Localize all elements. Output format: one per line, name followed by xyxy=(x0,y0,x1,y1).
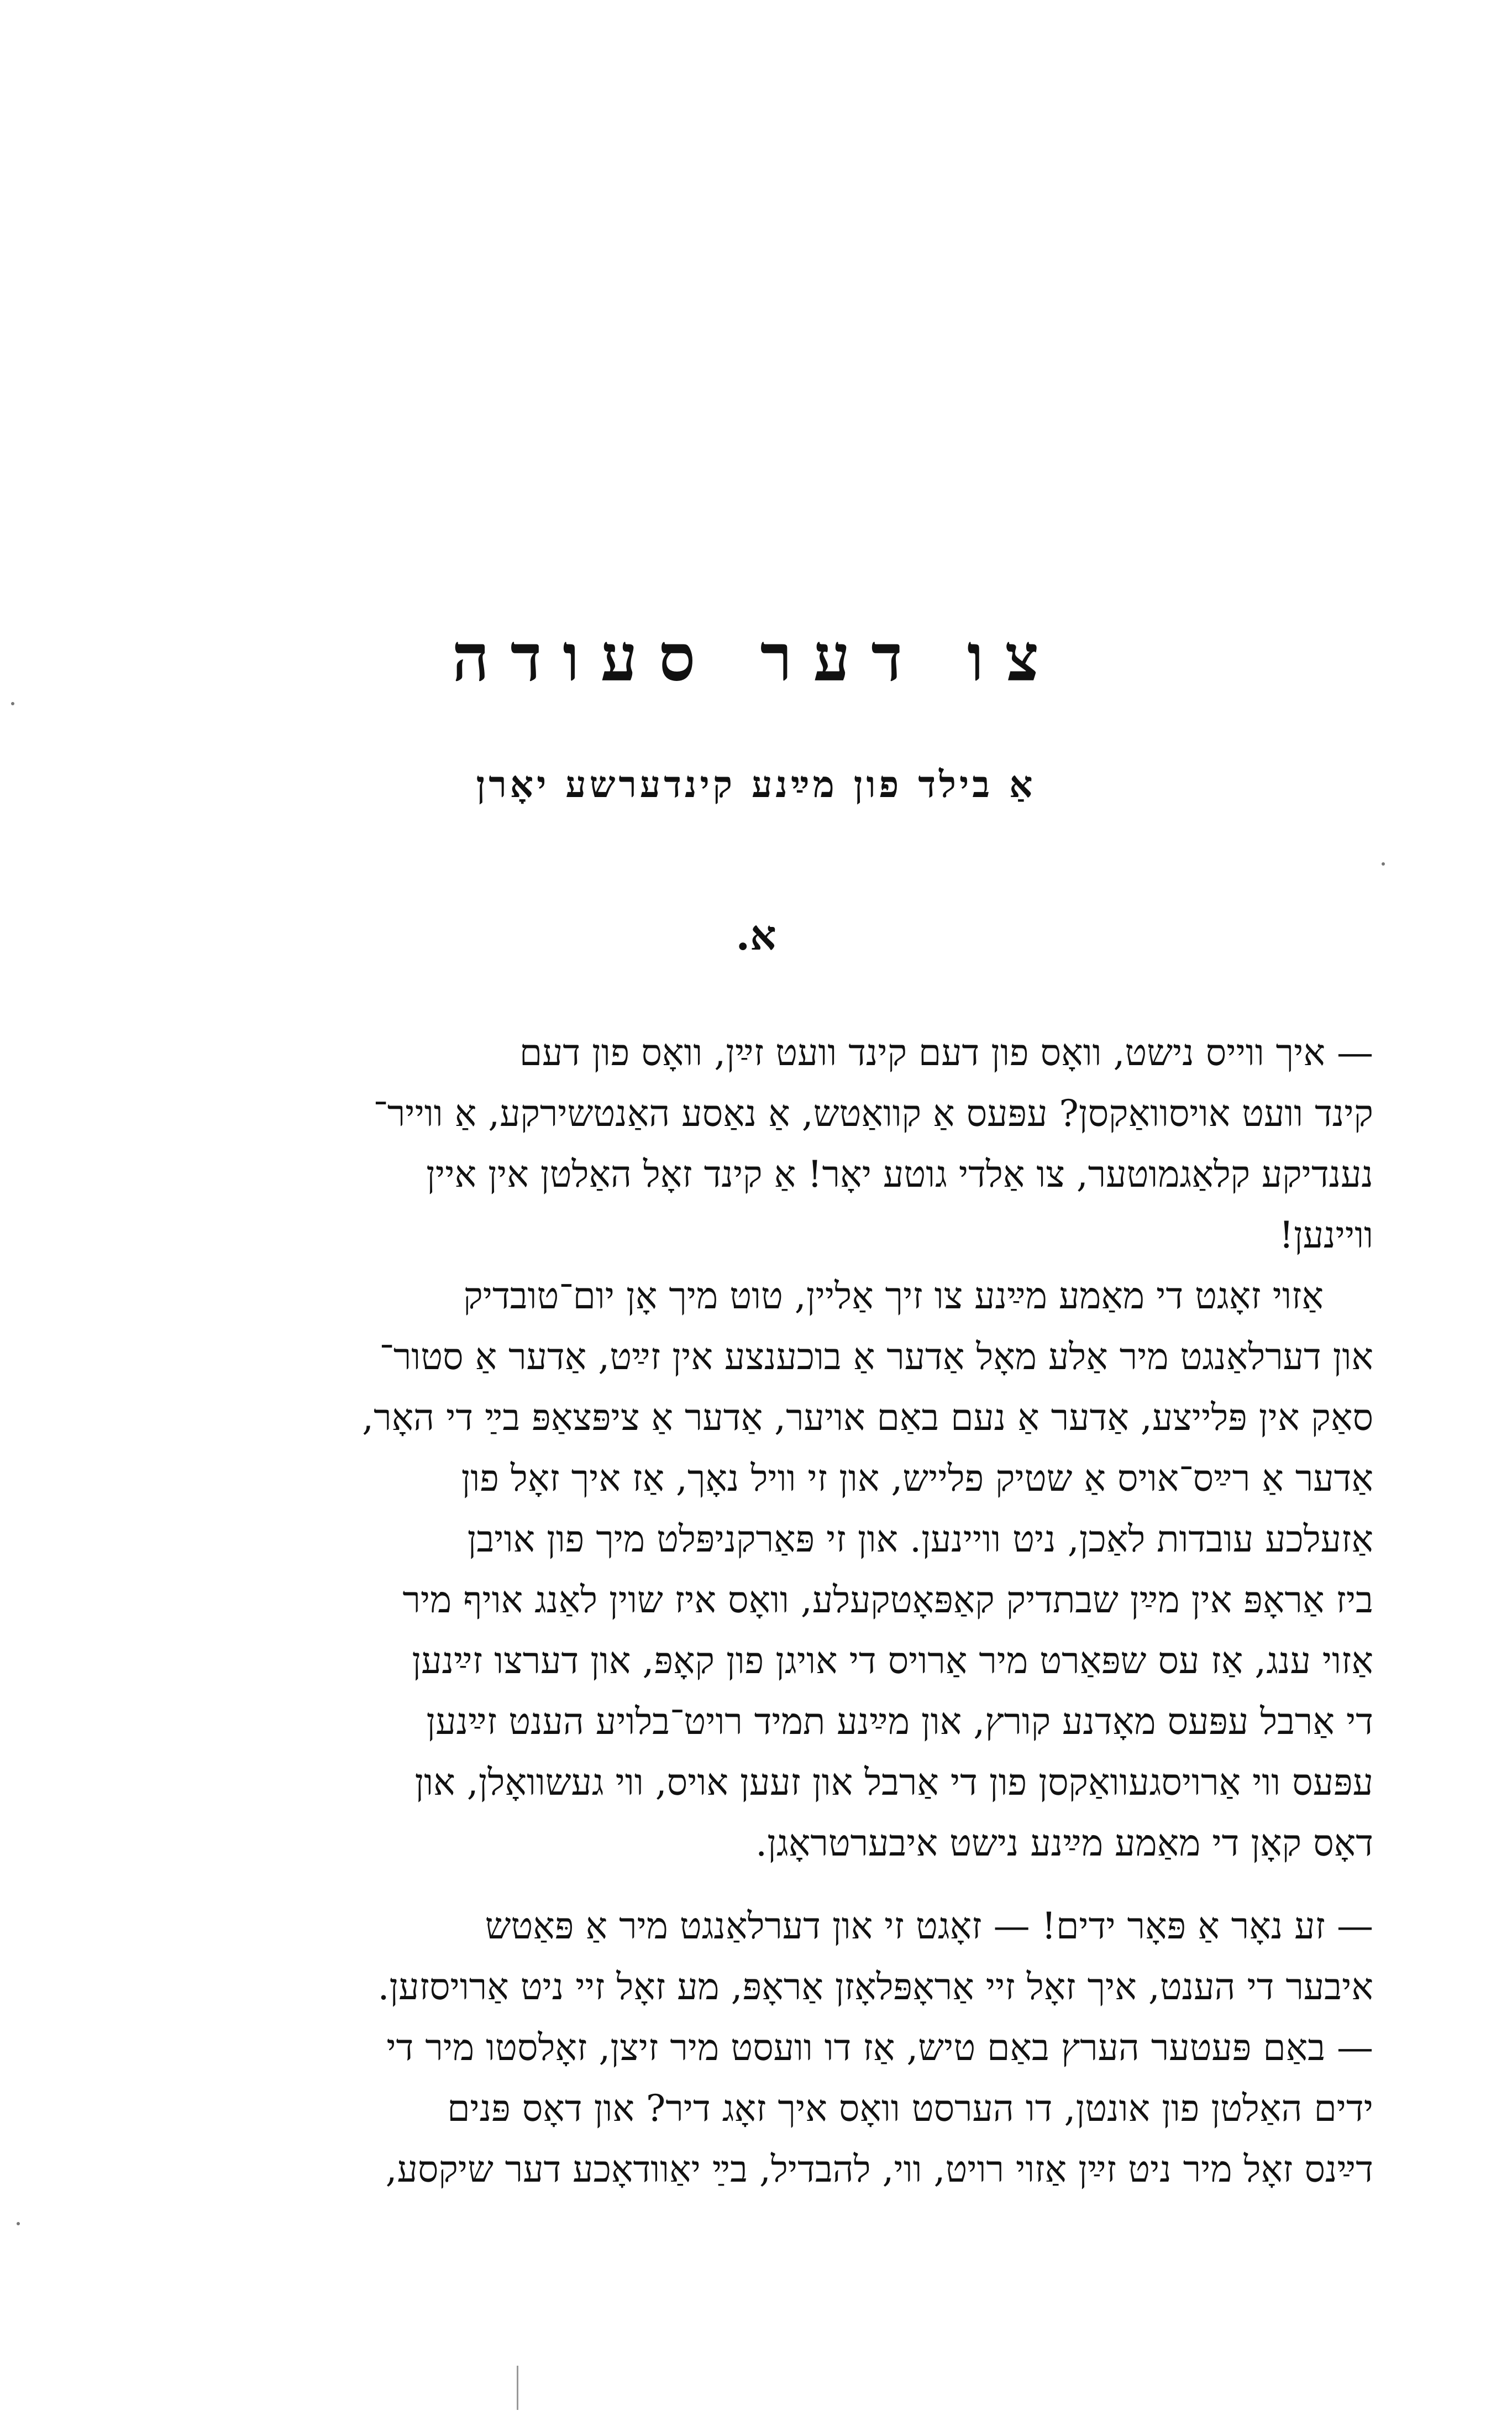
paragraph-3 xyxy=(91,1896,1373,2200)
text-line: סאַק אין פּלייצע, אַדער אַ נעם באַם אויער, אַדער אַ ציפּצאַפּ בײַ די האָר, xyxy=(362,1396,1373,1439)
text-line: ידים האַלטן פון אונטן, דו הערסט וואָס איך זאָג דיר? און דאָס פּנים xyxy=(447,2087,1373,2130)
text-line: — זע נאָר אַ פּאָר ידים! — זאָגט זי און דערלאַנגט מיר אַ פּאַטש xyxy=(485,1905,1373,1947)
text-line: קינד וועט אויסוואַקסן? עפּעס אַ קוואַטש, אַ נאַסע האַנטשירקע, אַ ווייר־ xyxy=(373,1092,1373,1135)
text-line: אַדער אַ רײַס־אויס אַ שטיק פלייש, און זי וויל נאָך, אַז איך זאָל פון xyxy=(461,1457,1373,1500)
text-line: דײַנס זאָל מיר ניט זײַן אַזוי רויט, ווי, להבדיל, בײַ יאַוודאָכע דער שיקסע, xyxy=(385,2148,1373,2190)
text-line: אַזוי זאָגט די מאַמע מײַנע צו זיך אַליין, טוט מיך אָן יום־טובדיק xyxy=(463,1275,1324,1317)
text-line: איבער די הענט, איך זאָל זיי אַראָפּלאָזן אַראָפּ, מע זאָל זיי ניט אַרויסזען. xyxy=(377,1966,1373,2008)
text-line: אַזוי ענג, אַז עס שפּאַרט מיר אַרויס די אויגן פון קאָפּ, און דערצו זײַנען xyxy=(412,1639,1373,1682)
text-line: ביז אַראָפּ אין מײַן שבתדיק קאַפּאָטקעלע, וואָס איז שוין לאַנג אויף מיר xyxy=(402,1579,1373,1621)
scan-speck xyxy=(17,2222,20,2225)
text-line: וויינען! xyxy=(1279,1214,1373,1256)
scan-speck xyxy=(11,702,14,705)
section-number: א. xyxy=(736,912,776,960)
scan-edge-mark xyxy=(517,2366,518,2410)
text-line: די אַרבל עפּעס מאָדנע קורץ, און מײַנע תמיד רויט־בלויע הענט זײַנען xyxy=(426,1700,1373,1743)
text-line: עפּעס ווי אַרויסגעוואַקסן פון די אַרבל און זעען אויס, ווי געשוואָלן, און xyxy=(414,1761,1373,1804)
chapter-subtitle: אַ בילד פון מײַנע קינדערשע יאָרן xyxy=(476,763,1036,806)
text-line: — באַם פּעטער הערץ באַם טיש, אַז דו וועסט מיר זיצן, זאָלסטו מיר די xyxy=(386,2026,1373,2069)
paragraph-2 xyxy=(91,1266,1373,1874)
text-line: אַזעלכע עובדות לאַכן, ניט וויינען. און זי פּאַרקניפּלט מיך פון אויבן xyxy=(467,1518,1373,1560)
text-line: און דערלאַנגט מיר אַלע מאָל אַדער אַ בוכענצע אין זײַט, אַדער אַ סטור־ xyxy=(379,1335,1373,1378)
body-text xyxy=(91,1023,1373,2200)
paragraph-gap xyxy=(91,1874,1373,1896)
text-line: נענדיקע קלאַגמוטער, צו אַלדי גוטע יאָר! אַ קינד זאָל האַלטן אין איין xyxy=(426,1153,1373,1196)
text-line: דאָס קאָן די מאַמע מײַנע נישט איבערטראָגן. xyxy=(755,1822,1373,1864)
chapter-title: צו דער סעודה xyxy=(452,619,1060,696)
text-line: — איך ווייס נישט, וואָס פון דעם קינד וועט זײַן, וואָס פון דעם xyxy=(519,1031,1373,1074)
paragraph-1 xyxy=(91,1023,1373,1266)
scan-speck xyxy=(1382,862,1385,866)
